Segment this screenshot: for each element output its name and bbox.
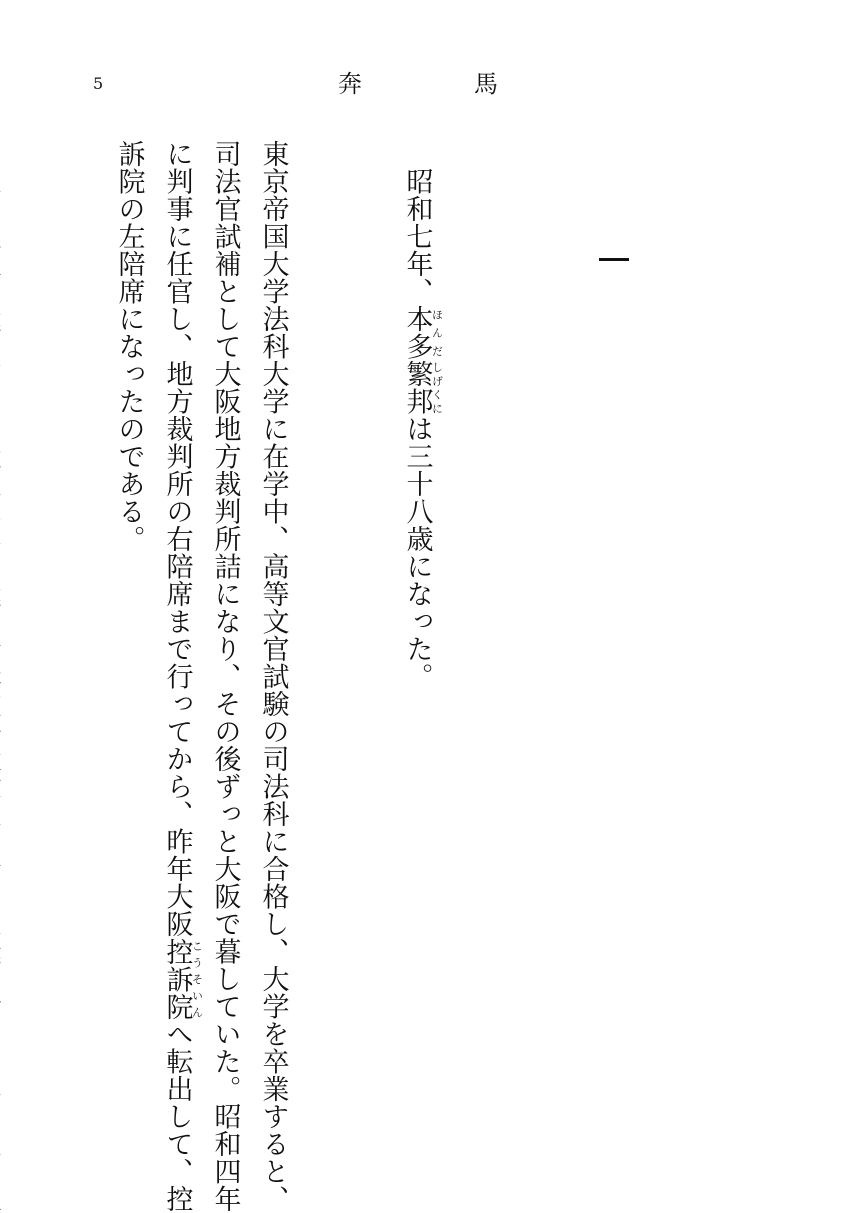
ruby-kousoin: 控訴院こうそいん (161, 937, 204, 1020)
paragraph-1 (393, 140, 444, 1140)
ruby-shigekuni: 繁邦しげくに (401, 360, 444, 415)
paragraph-3-text-1 (0, 140, 1, 1213)
chapter-number (596, 240, 636, 280)
paragraph-2 (105, 140, 297, 1213)
running-title-char-2: 馬 (474, 70, 498, 98)
body-text (89, 140, 539, 1213)
ruby-honda: 本多ほんだ (401, 305, 444, 360)
paragraph-2-text-2: へ転出して、控 訴院の左陪席になったのである。 (113, 140, 193, 1213)
running-title (338, 70, 498, 98)
paragraph-3 (0, 140, 9, 1140)
paragraph-1-text-1: 昭和七年、 (401, 167, 433, 305)
chapter-number-glyph (599, 258, 629, 261)
page-number: 5 (93, 74, 104, 93)
running-title-char-1: 奔 (338, 70, 362, 98)
paragraph-1-text-2: は三十八歳になった。 (401, 415, 433, 690)
paragraph-2-text-1: 東京帝国大学法科大学に在学中、高等文官試験の司法科に合格し、大学を卒業すると、 司法官試補として大阪地方裁判所詰になり、その後ずっと大阪で暮していた。昭和四年 に判事に任官し、地方裁判所の右陪席まで行ってから、昨年大阪 (161, 140, 289, 1213)
